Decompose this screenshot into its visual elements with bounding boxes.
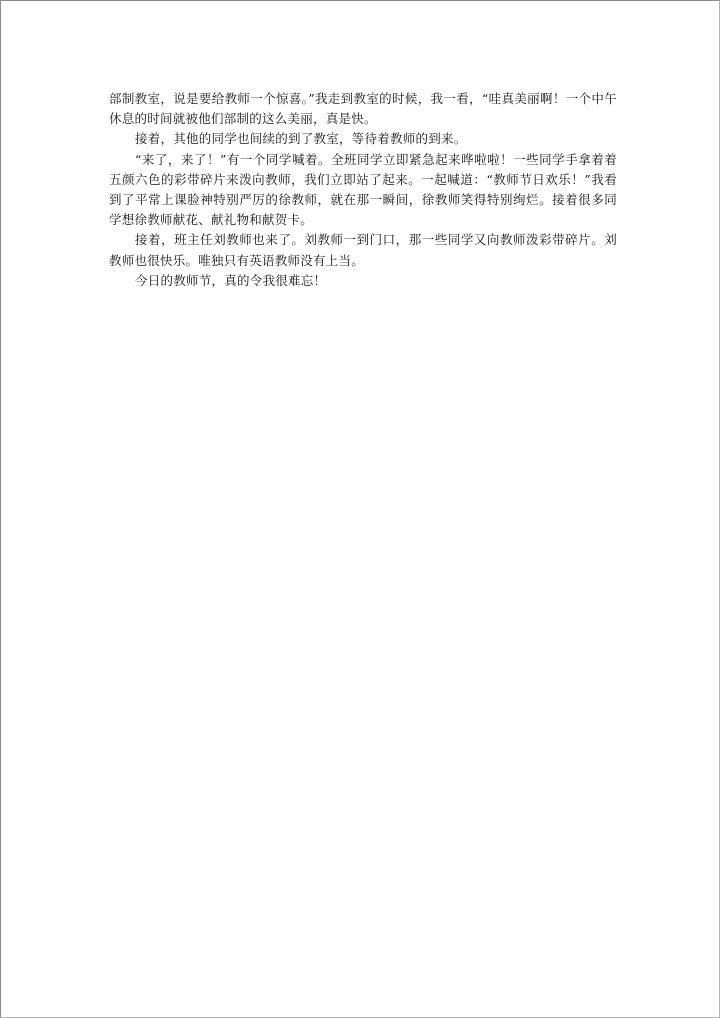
document-body (109, 89, 617, 291)
paragraph-4: 接着，班主任刘教师也来了。刘教师一到门口，那一些同学又向教师泼彩带碎片。刘教师也很快乐。唯独只有英语教师没有上当。 (109, 232, 617, 268)
paragraph-1: 部制教室，说是要给教师一个惊喜。”我走到教室的时候，我一看，“哇真美丽啊！一个中午休息的时间就被他们部制的这么美丽，真是快。 (109, 91, 617, 127)
paragraph-2: 接着，其他的同学也间续的到了教室，等待着教师的到来。 (135, 131, 467, 147)
paragraph-3: “来了，来了！”有一个同学喊着。全班同学立即紧急起来哗啦啦！一些同学手拿着着五颜六色的彩带碎片来泼向教师，我们立即站了起来。一起喊道：“教师节日欢乐！”我看到了平常上课脸神特别严厉的徐教师，就在那一瞬间，徐教师笑得特别绚烂。接着很多同学想徐教师献花、献礼物和献贺卡。 (109, 151, 617, 228)
paragraph-5: 今日的教师节，真的令我很难忘！ (135, 272, 327, 288)
